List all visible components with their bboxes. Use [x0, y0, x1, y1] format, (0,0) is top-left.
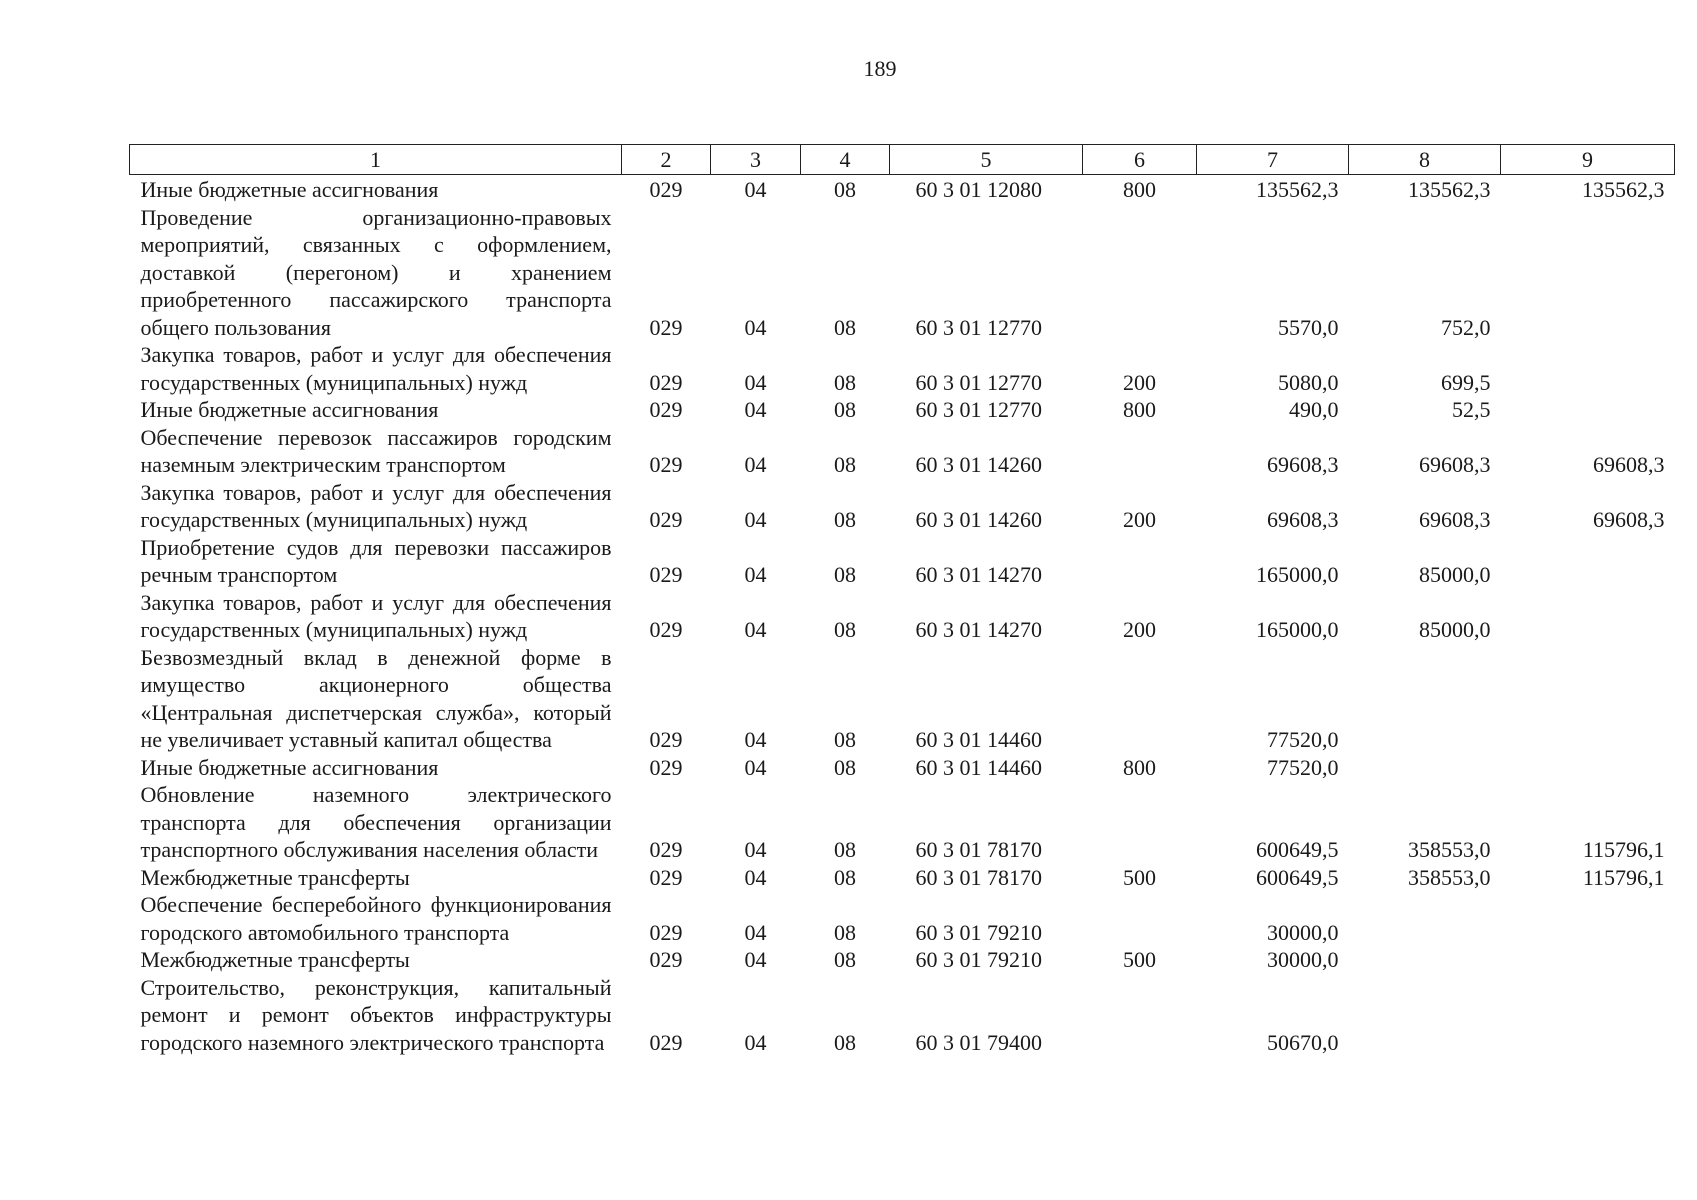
description-cell: Проведение организационно-правовых мероприятий, связанных с оформлением, доставкой (перегоном) и хранением приобретенного пассажирского транспорта общего пользования	[140, 204, 612, 340]
amount-year3-cell: 69608,3	[1593, 507, 1665, 532]
amount-year1-cell: 165000,0	[1256, 562, 1339, 587]
admin-code-cell: 029	[649, 452, 683, 477]
admin-code-cell: 029	[649, 1029, 683, 1055]
subsection-code-cell: 08	[834, 452, 856, 477]
subsection-code-cell: 08	[834, 562, 856, 587]
table-row	[130, 754, 1675, 782]
subsection-code-cell: 08	[834, 837, 856, 862]
description-cell: Обеспечение бесперебойного функционирования городского автомобильного транспорта	[140, 892, 612, 945]
admin-code-cell: 029	[649, 754, 683, 780]
amount-year3-cell: 115796,1	[1582, 837, 1665, 862]
description-cell: Межбюджетные трансферты	[140, 864, 410, 890]
column-header: 6	[1083, 145, 1197, 175]
subsection-code-cell: 08	[834, 919, 856, 945]
expense-type-cell	[1083, 534, 1197, 589]
section-code-cell: 04	[744, 727, 767, 752]
target-article-cell: 60 3 01 79400	[915, 1029, 1042, 1055]
amount-year3-cell	[1501, 341, 1675, 396]
amount-year1-cell: 69608,3	[1267, 452, 1339, 477]
amount-year3-cell	[1501, 644, 1675, 754]
column-header: 5	[890, 145, 1083, 175]
column-header: 4	[801, 145, 890, 175]
amount-year1-cell: 69608,3	[1267, 507, 1339, 532]
subsection-code-cell: 08	[834, 754, 856, 780]
subsection-code-cell: 08	[834, 947, 856, 972]
description-cell: Безвозмездный вклад в денежной форме в имущество акционерного общества «Центральная диспетчерская служба», который не увеличивает уставный капитал общества	[140, 644, 612, 752]
expense-type-cell: 200	[1123, 617, 1156, 642]
description-cell: Закупка товаров, работ и услуг для обеспечения государственных (муниципальных) нужд	[140, 479, 612, 532]
expense-type-cell: 500	[1123, 864, 1156, 890]
description-cell: Иные бюджетные ассигнования	[140, 177, 439, 202]
description-cell: Обеспечение перевозок пассажиров городским наземным электрическим транспортом	[140, 424, 612, 477]
table-row	[130, 204, 1675, 342]
amount-year1-cell: 600649,5	[1256, 864, 1339, 890]
amount-year2-cell: 358553,0	[1408, 864, 1491, 890]
subsection-code-cell: 08	[834, 1029, 856, 1055]
admin-code-cell: 029	[649, 397, 683, 422]
table-row	[130, 864, 1675, 892]
expense-type-cell	[1083, 781, 1197, 864]
table-row	[130, 534, 1675, 589]
amount-year1-cell: 165000,0	[1256, 617, 1339, 642]
table-row	[130, 644, 1675, 754]
page-number: 189	[863, 56, 897, 81]
column-header: 1	[130, 145, 622, 175]
admin-code-cell: 029	[649, 562, 683, 587]
amount-year3-cell	[1501, 534, 1675, 589]
section-code-cell: 04	[744, 177, 767, 202]
table-row	[130, 589, 1675, 644]
amount-year2-cell: 69608,3	[1419, 452, 1491, 477]
amount-year3-cell	[1501, 589, 1675, 644]
header-row	[130, 145, 1675, 175]
target-article-cell: 60 3 01 78170	[915, 837, 1042, 862]
subsection-code-cell: 08	[834, 369, 856, 395]
expense-type-cell: 800	[1123, 397, 1156, 422]
subsection-code-cell: 08	[834, 864, 856, 890]
table-row	[130, 341, 1675, 396]
table-row	[130, 396, 1675, 424]
target-article-cell: 60 3 01 14270	[915, 617, 1042, 642]
subsection-code-cell: 08	[834, 314, 856, 340]
admin-code-cell: 029	[649, 617, 683, 642]
section-code-cell: 04	[744, 864, 767, 890]
target-article-cell: 60 3 01 12770	[915, 314, 1042, 340]
amount-year2-cell	[1349, 644, 1501, 754]
section-code-cell: 04	[744, 837, 767, 862]
expense-type-cell: 800	[1123, 177, 1156, 202]
admin-code-cell: 029	[649, 837, 683, 862]
admin-code-cell: 029	[649, 507, 683, 532]
amount-year1-cell: 600649,5	[1256, 837, 1339, 862]
subsection-code-cell: 08	[834, 397, 856, 422]
section-code-cell: 04	[744, 369, 767, 395]
admin-code-cell: 029	[649, 947, 683, 972]
amount-year2-cell: 699,5	[1441, 369, 1491, 395]
target-article-cell: 60 3 01 14260	[915, 452, 1042, 477]
amount-year2-cell: 358553,0	[1408, 837, 1491, 862]
amount-year3-cell: 69608,3	[1593, 452, 1665, 477]
expense-type-cell	[1083, 204, 1197, 342]
section-code-cell: 04	[744, 617, 767, 642]
section-code-cell: 04	[744, 919, 767, 945]
amount-year1-cell: 5080,0	[1278, 369, 1339, 395]
amount-year2-cell: 85000,0	[1419, 617, 1491, 642]
amount-year2-cell	[1349, 754, 1501, 782]
subsection-code-cell: 08	[834, 727, 856, 752]
budget-table	[129, 144, 1675, 1056]
amount-year3-cell	[1501, 396, 1675, 424]
target-article-cell: 60 3 01 78170	[915, 864, 1042, 890]
target-article-cell: 60 3 01 12770	[915, 397, 1042, 422]
description-cell: Иные бюджетные ассигнования	[140, 754, 439, 780]
amount-year2-cell: 69608,3	[1419, 507, 1491, 532]
description-cell: Закупка товаров, работ и услуг для обеспечения государственных (муниципальных) нужд	[140, 589, 612, 642]
amount-year3-cell	[1501, 974, 1675, 1057]
description-cell: Иные бюджетные ассигнования	[140, 397, 439, 422]
table-row	[130, 424, 1675, 479]
admin-code-cell: 029	[649, 177, 683, 202]
expense-type-cell	[1083, 424, 1197, 479]
amount-year1-cell: 77520,0	[1267, 754, 1339, 780]
amount-year2-cell	[1349, 946, 1501, 974]
target-article-cell: 60 3 01 12770	[915, 369, 1042, 395]
column-header: 2	[622, 145, 711, 175]
target-article-cell: 60 3 01 79210	[915, 919, 1042, 945]
amount-year1-cell: 50670,0	[1267, 1029, 1339, 1055]
table-row	[130, 974, 1675, 1057]
admin-code-cell: 029	[649, 727, 683, 752]
table-row	[130, 946, 1675, 974]
amount-year2-cell	[1349, 891, 1501, 946]
amount-year1-cell: 135562,3	[1256, 177, 1339, 202]
section-code-cell: 04	[744, 562, 767, 587]
description-cell: Обновление наземного электрического транспорта для обеспечения организации транспортного обслуживания населения области	[140, 782, 612, 862]
column-header: 7	[1197, 145, 1349, 175]
amount-year1-cell: 77520,0	[1267, 727, 1339, 752]
description-cell: Закупка товаров, работ и услуг для обеспечения государственных (муниципальных) нужд	[140, 342, 612, 395]
amount-year1-cell: 30000,0	[1267, 919, 1339, 945]
subsection-code-cell: 08	[834, 177, 856, 202]
amount-year3-cell	[1501, 946, 1675, 974]
table-row	[130, 175, 1675, 204]
amount-year3-cell	[1501, 204, 1675, 342]
amount-year3-cell	[1501, 754, 1675, 782]
admin-code-cell: 029	[649, 314, 683, 340]
subsection-code-cell: 08	[834, 507, 856, 532]
admin-code-cell: 029	[649, 919, 683, 945]
expense-type-cell	[1083, 974, 1197, 1057]
admin-code-cell: 029	[649, 369, 683, 395]
expense-type-cell: 800	[1123, 754, 1156, 780]
target-article-cell: 60 3 01 12080	[915, 177, 1042, 202]
table-row	[130, 891, 1675, 946]
amount-year1-cell: 5570,0	[1278, 314, 1339, 340]
target-article-cell: 60 3 01 14270	[915, 562, 1042, 587]
target-article-cell: 60 3 01 79210	[915, 947, 1042, 972]
section-code-cell: 04	[744, 397, 767, 422]
column-header: 3	[711, 145, 801, 175]
admin-code-cell: 029	[649, 864, 683, 890]
expense-type-cell: 200	[1123, 369, 1156, 395]
amount-year2-cell: 85000,0	[1419, 562, 1491, 587]
amount-year2-cell	[1349, 974, 1501, 1057]
amount-year3-cell	[1501, 891, 1675, 946]
table-row	[130, 479, 1675, 534]
description-cell: Строительство, реконструкция, капитальный ремонт и ремонт объектов инфраструктуры городского наземного электрического транспорта	[140, 974, 612, 1055]
subsection-code-cell: 08	[834, 617, 856, 642]
section-code-cell: 04	[744, 754, 767, 780]
section-code-cell: 04	[744, 1029, 767, 1055]
target-article-cell: 60 3 01 14460	[915, 727, 1042, 752]
section-code-cell: 04	[744, 314, 767, 340]
target-article-cell: 60 3 01 14260	[915, 507, 1042, 532]
table-row	[130, 781, 1675, 864]
expense-type-cell	[1083, 644, 1197, 754]
expense-type-cell: 200	[1123, 507, 1156, 532]
description-cell: Межбюджетные трансферты	[140, 947, 410, 972]
expense-type-cell	[1083, 891, 1197, 946]
section-code-cell: 04	[744, 947, 767, 972]
amount-year1-cell: 30000,0	[1267, 947, 1339, 972]
description-cell: Приобретение судов для перевозки пассажиров речным транспортом	[140, 534, 612, 587]
section-code-cell: 04	[744, 452, 767, 477]
expense-type-cell: 500	[1123, 947, 1156, 972]
section-code-cell: 04	[744, 507, 767, 532]
column-header: 8	[1349, 145, 1501, 175]
amount-year2-cell: 135562,3	[1408, 177, 1491, 202]
column-header: 9	[1501, 145, 1675, 175]
amount-year2-cell: 52,5	[1452, 397, 1491, 422]
amount-year2-cell: 752,0	[1441, 314, 1491, 340]
amount-year1-cell: 490,0	[1289, 397, 1339, 422]
amount-year3-cell: 135562,3	[1582, 177, 1665, 202]
amount-year3-cell: 115796,1	[1582, 864, 1665, 890]
target-article-cell: 60 3 01 14460	[915, 754, 1042, 780]
